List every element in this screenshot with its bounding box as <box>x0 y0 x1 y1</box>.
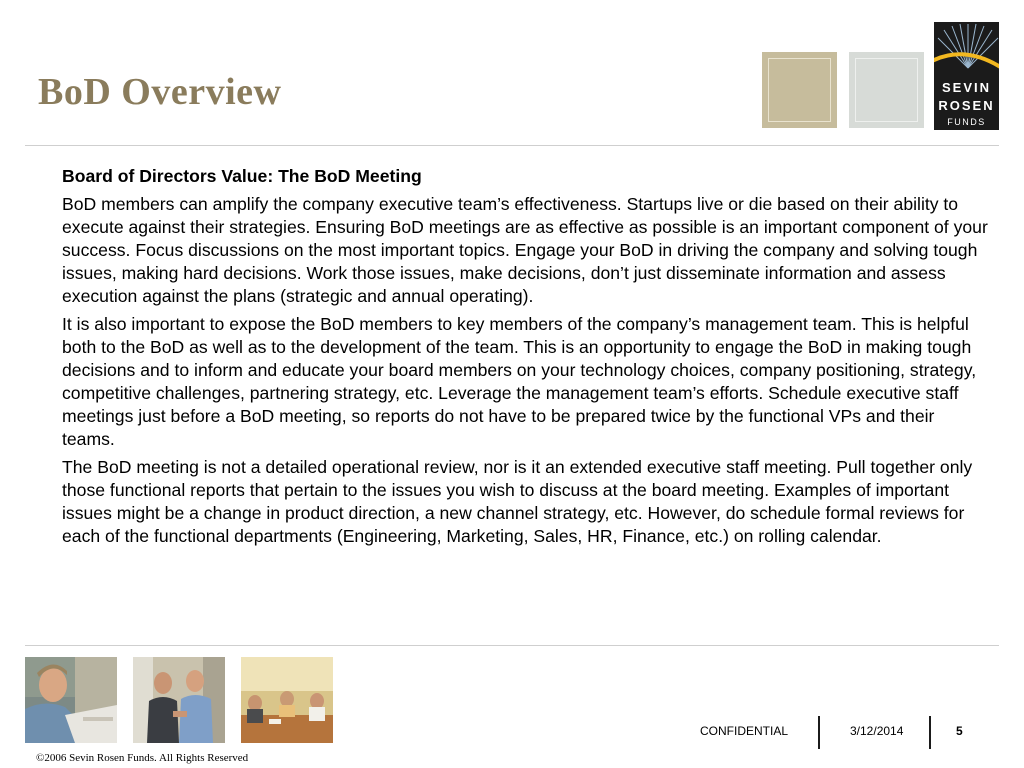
footer-date: 3/12/2014 <box>850 724 904 738</box>
body-paragraph: BoD members can amplify the company executive team’s effectiveness. Startups live or die based on their ability to execute against their strategies. Ensuring BoD meetings are as effective as possible is an important component of your success. Focus discussions on the most important topics. Engage your BoD in driving the company and solving tough issues, making hard decisions. Work those issues, make decisions, don’t just disseminate information and assess execution against the plans (strategic and annual operating). <box>62 194 988 306</box>
copyright-notice: ©2006 Sevin Rosen Funds. All Rights Reserved <box>36 752 249 764</box>
logo-text-rosen: ROSEN <box>938 98 995 113</box>
confidential-label: CONFIDENTIAL <box>700 724 789 738</box>
logo-text-funds: FUNDS <box>947 117 986 127</box>
logo-text-sevin: SEVIN <box>941 80 991 95</box>
photo-man-at-desk <box>25 657 117 743</box>
footer-separator <box>929 716 931 749</box>
body-paragraph: The BoD meeting is not a detailed operational review, nor is it an extended executive staff meeting. Pull together only those functional reports that pertain to the issues you wish to discuss at the board meeting. Examples of important issues might be a change in product direction, a new channel strategy, etc. However, do schedule formal reviews for each of the functional departments (Engineering, Marketing, Sales, HR, Finance, etc.) on rolling calendar. <box>62 457 973 546</box>
slide-title: BoD Overview <box>38 71 282 113</box>
sevin-rosen-logo <box>934 22 999 130</box>
section-heading: Board of Directors Value: The BoD Meeting <box>62 166 422 186</box>
page-number: 5 <box>956 724 963 738</box>
photo-meeting <box>241 657 333 743</box>
header-divider <box>25 145 999 146</box>
decorative-square-gray <box>849 52 924 128</box>
body-paragraph: It is also important to expose the BoD members to key members of the company’s management team. This is helpful both to the BoD as well as to the development of the team. This is an opportunity to engage the BoD in making tough decisions and to inform and educate your board members on your technology choices, company positioning, strategy, competitive challenges, partnering strategy, etc. Leverage the management team’s efforts. Schedule executive staff meetings just before a BoD meeting, so reports do not have to be prepared twice by the functional VPs and their teams. <box>62 314 977 449</box>
slide-body <box>62 165 992 553</box>
decorative-square-tan <box>762 52 837 128</box>
sunburst-icon <box>934 22 999 130</box>
photo-handshake <box>133 657 225 743</box>
footer-divider <box>25 645 999 646</box>
footer-separator <box>818 716 820 749</box>
